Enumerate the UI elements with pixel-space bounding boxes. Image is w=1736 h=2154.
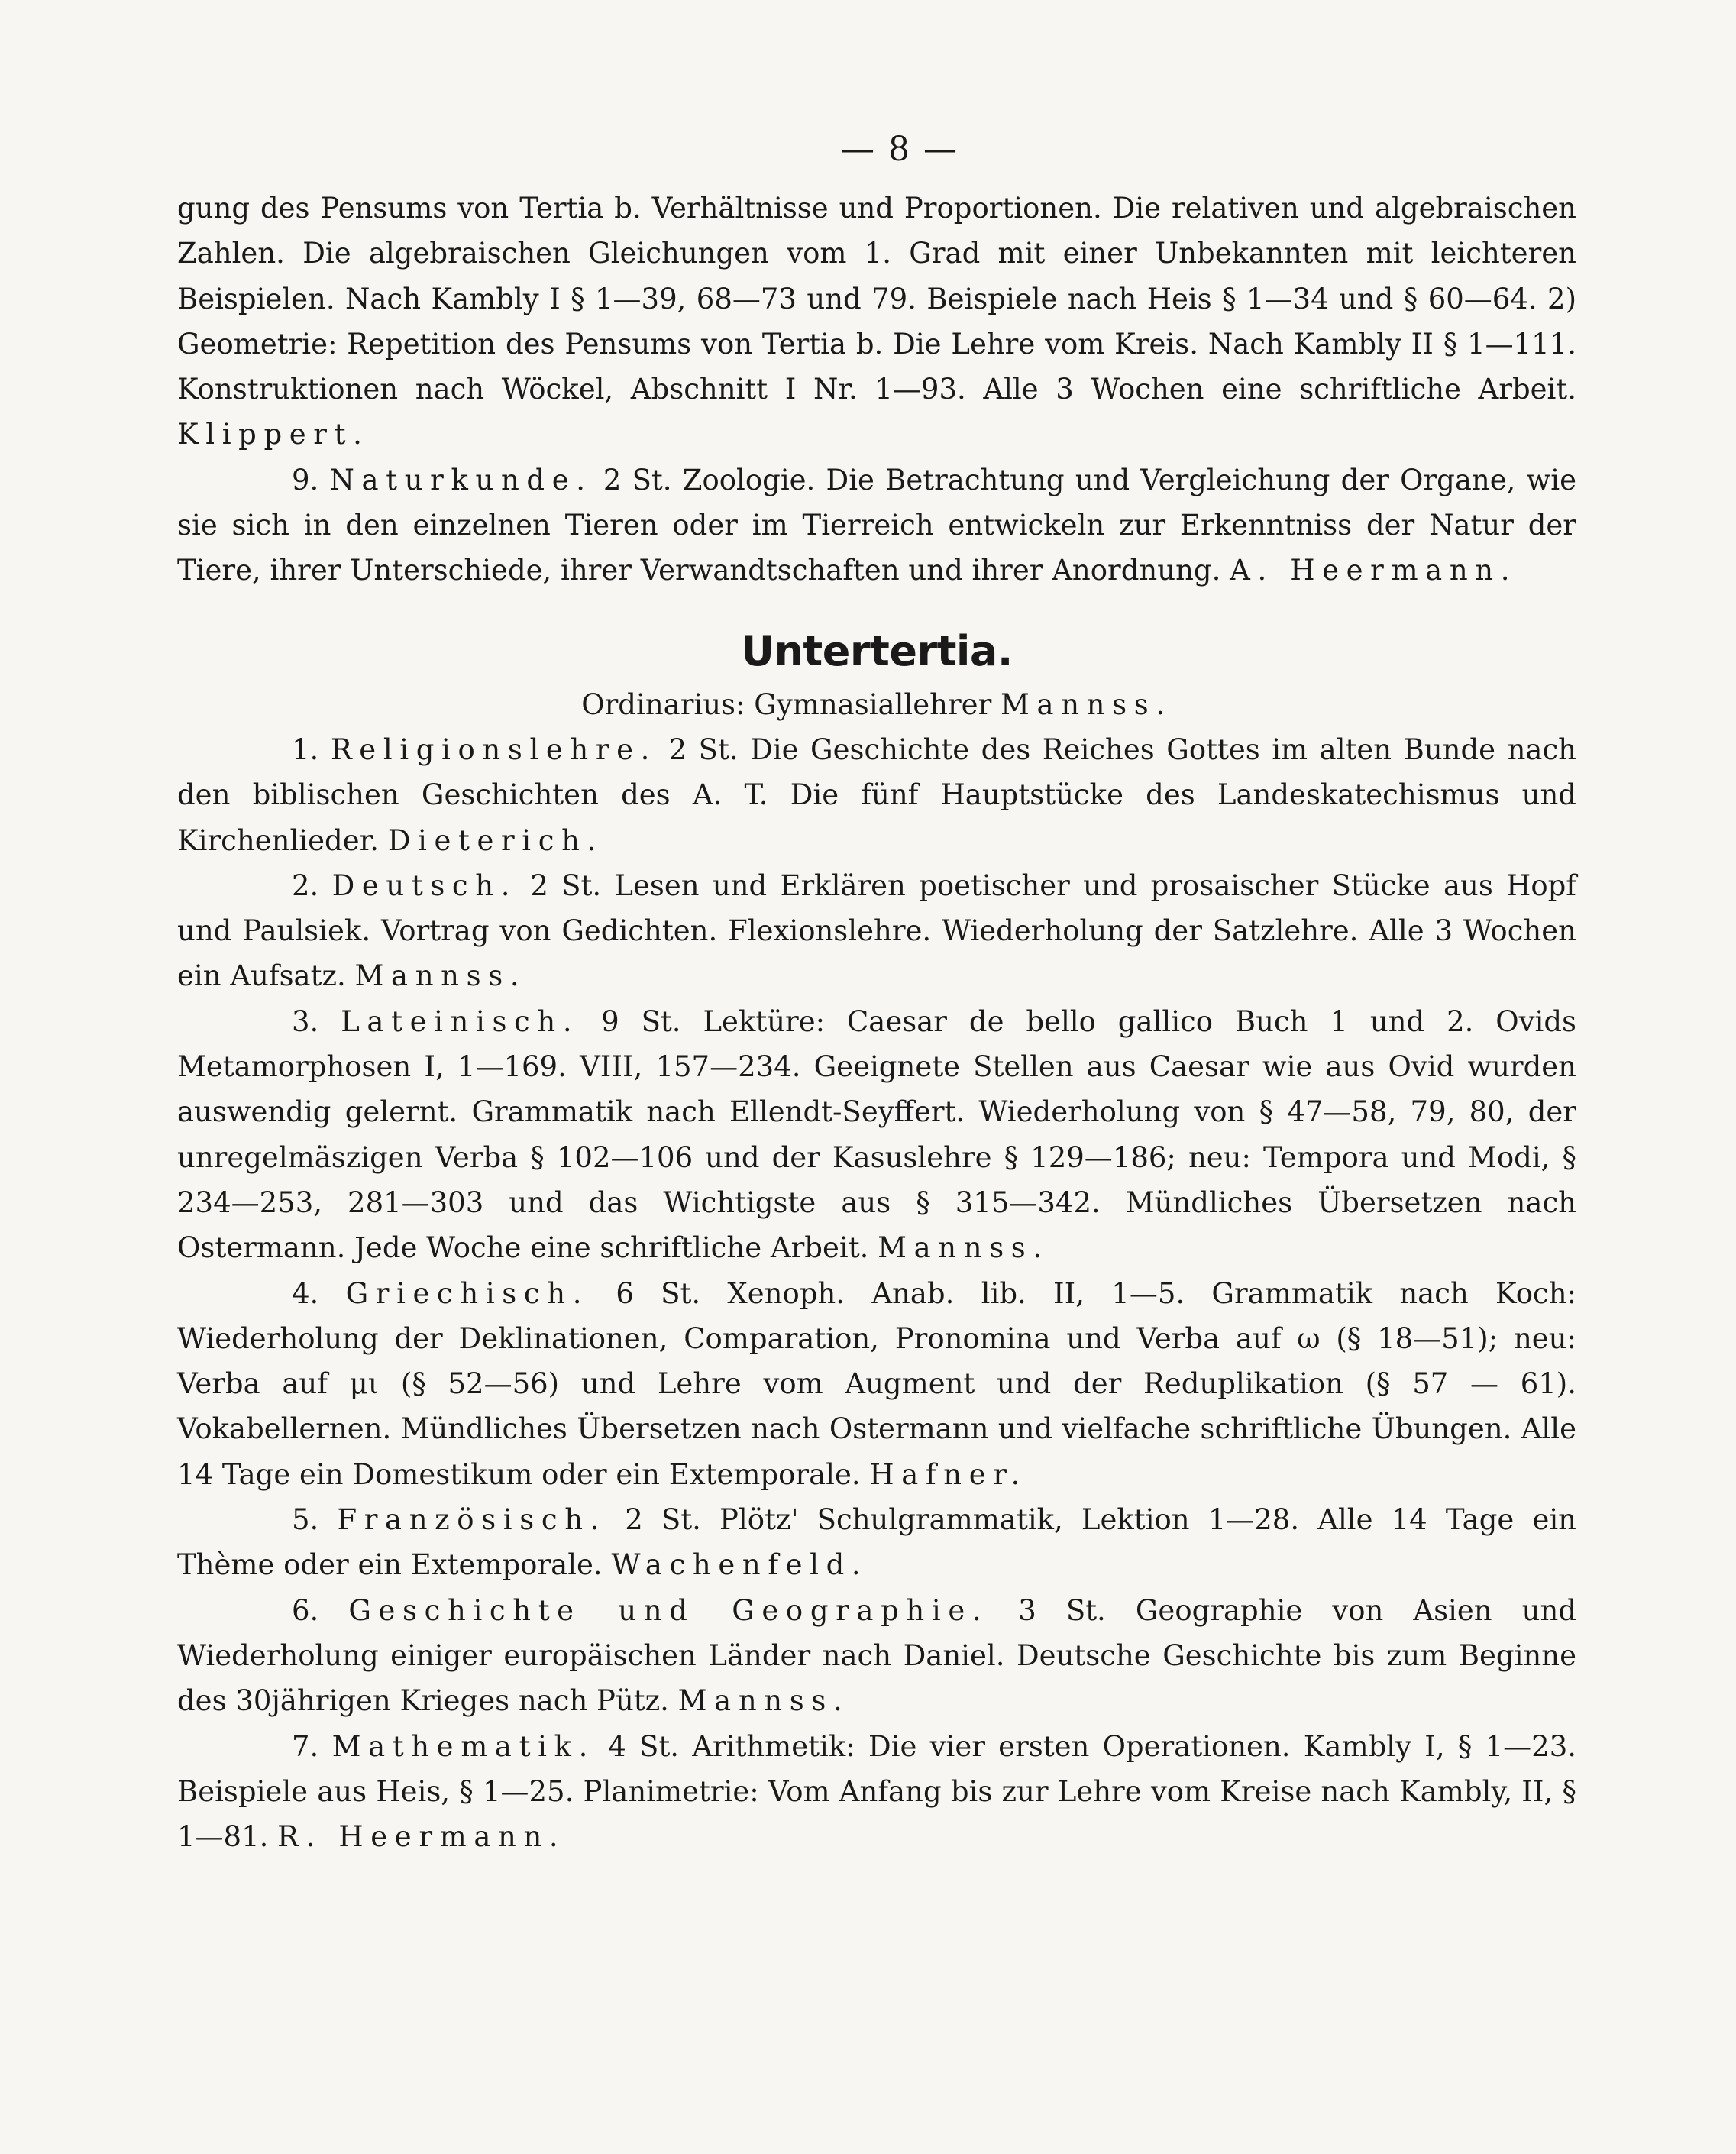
subject-teacher: Mannss. — [878, 1231, 1049, 1265]
subject-name: Griechisch. — [345, 1276, 590, 1310]
subject-name: Religionslehre. — [330, 733, 658, 766]
subject-mathematik — [177, 1724, 1576, 1860]
subject-deutsch — [177, 863, 1576, 999]
intro-paragraph — [177, 186, 1576, 458]
subject-number: 6. — [292, 1593, 319, 1627]
subject-teacher: R. Heermann. — [277, 1820, 566, 1854]
subject-teacher: Mannss. — [677, 1684, 850, 1718]
subject-name: Deutsch. — [331, 868, 518, 902]
subject-text: 2 St. Plötz' Schulgrammatik, Lektion 1—28. Alle 14 Tage ein Thème oder ein Extemporale. — [177, 1503, 1576, 1582]
subject-name: Mathematik. — [331, 1729, 595, 1763]
subject-text: 9 St. Lektüre: Caesar de bello gallico Buch 1 und 2. Ovids Metamorphosen I, 1—169. VIII, 157—234. Geeignete Stellen aus Caesar wie aus Ovid wurden auswendig gelernt. Grammatik nach Ellendt-Seyffert. Wiederholung von § 47—58, 79, 80, der unregelmäszigen Verba § 102—106 und der Kasuslehre § 129—186; neu: Tempora und Modi, § 234—253, 281—303 und das Wichtigste aus § 315—342. Mündliches Übersetzen nach Ostermann. Jede Woche eine schriftliche Arbeit. — [177, 1004, 1577, 1265]
ordinarius-label: Ordinarius: Gymnasiallehrer — [581, 687, 992, 721]
subject-name: Französisch. — [337, 1503, 607, 1537]
subject-number: 3. — [292, 1004, 319, 1038]
subject-teacher: Wachenfeld. — [611, 1548, 868, 1582]
section-title: Untertertia. — [741, 626, 1013, 675]
ordinarius-name: Mannss. — [1001, 687, 1172, 721]
subject-number: 1. — [292, 733, 319, 766]
subject-name: Naturkunde. — [329, 463, 593, 496]
subject-name: Lateinisch. — [341, 1004, 580, 1038]
subject-text: 2 St. Zoologie. Die Betrachtung und Vergleichung der Organe, wie sie sich in den einzelnen Tieren oder im Tierreich entwickeln zur Erkenntniss der Natur der Tiere, ihrer Unterschiede, ihrer Verwandtschaften und ihrer Anordnung. — [177, 463, 1576, 587]
page-number: — 8 — — [841, 130, 959, 169]
subject-franzoesisch — [177, 1497, 1576, 1588]
subject-number: 2. — [292, 868, 319, 902]
subject-teacher: Hafner. — [869, 1457, 1027, 1491]
subject-religionslehre — [177, 727, 1576, 863]
subject-griechisch — [177, 1271, 1576, 1497]
subject-number: 7. — [292, 1729, 319, 1763]
subject-name: Geschichte und Geographie. — [348, 1593, 989, 1627]
subject-number: 9. — [292, 463, 319, 496]
intro-text: gung des Pensums von Tertia b. Verhältnisse und Proportionen. Die relativen und algebraischen Zahlen. Die algebraischen Gleichungen vom 1. Grad mit einer Unbekannten mit leichteren Beispielen. Nach Kambly I § 1—39, 68—73 und 79. Beispiele nach Heis § 1—34 und § 60—64. 2) Geometrie: Repetition des Pensums von Tertia b. Die Lehre vom Kreis. Nach Kambly II § 1—111. Konstruktionen nach Wöckel, Abschnitt I Nr. 1—93. Alle 3 Wochen eine schriftliche Arbeit. — [177, 192, 1576, 406]
document-page — [177, 130, 1576, 1859]
subject-naturkunde — [177, 458, 1576, 593]
subject-text: 2 St. Die Geschichte des Reiches Gottes im alten Bunde nach den biblischen Geschichten des A. T. Die fünf Hauptstücke des Landeskatechismus und Kirchenlieder. — [177, 733, 1577, 857]
subject-teacher: Mannss. — [354, 959, 527, 993]
subject-number: 5. — [292, 1503, 319, 1537]
subject-text: 3 St. Geographie von Asien und Wiederholung einiger europäischen Länder nach Daniel. Deutsche Geschichte bis zum Beginne des 30jährigen Krieges nach Pütz. — [177, 1593, 1577, 1718]
ordinarius-line — [177, 682, 1576, 727]
subject-text: 2 St. Lesen und Erklären poetischer und prosaischer Stücke aus Hopf und Paulsiek. Vortrag von Gedichten. Flexionslehre. Wiederholung der Satzlehre. Alle 3 Wochen ein Aufsatz. — [177, 868, 1577, 993]
subject-lateinisch — [177, 999, 1576, 1271]
subject-text: 4 St. Arithmetik: Die vier ersten Operationen. Kambly I, § 1—23. Beispiele aus Heis, § 1—25. Planimetrie: Vom Anfang bis zur Lehre vom Kreise nach Kambly, II, § 1—81. — [177, 1729, 1576, 1854]
subject-teacher: Dieterich. — [387, 823, 603, 857]
subject-geschichte-geographie — [177, 1588, 1576, 1724]
subject-number: 4. — [292, 1276, 319, 1310]
subject-text: 6 St. Xenoph. Anab. lib. II, 1—5. Grammatik nach Koch: Wiederholung der Deklinationen, Comparation, Pronomina und Verba auf ω (§ 18—51); neu: Verba auf μι (§ 52—56) und Lehre vom Augment und der Reduplikation (§ 57 — 61). Vokabellernen. Mündliches Übersetzen nach Ostermann und vielfache schriftliche Übungen. Alle 14 Tage ein Domestikum oder ein Extemporale. — [177, 1276, 1577, 1491]
intro-teacher: Klippert. — [177, 418, 370, 451]
subject-teacher: A. Heermann. — [1230, 554, 1518, 587]
